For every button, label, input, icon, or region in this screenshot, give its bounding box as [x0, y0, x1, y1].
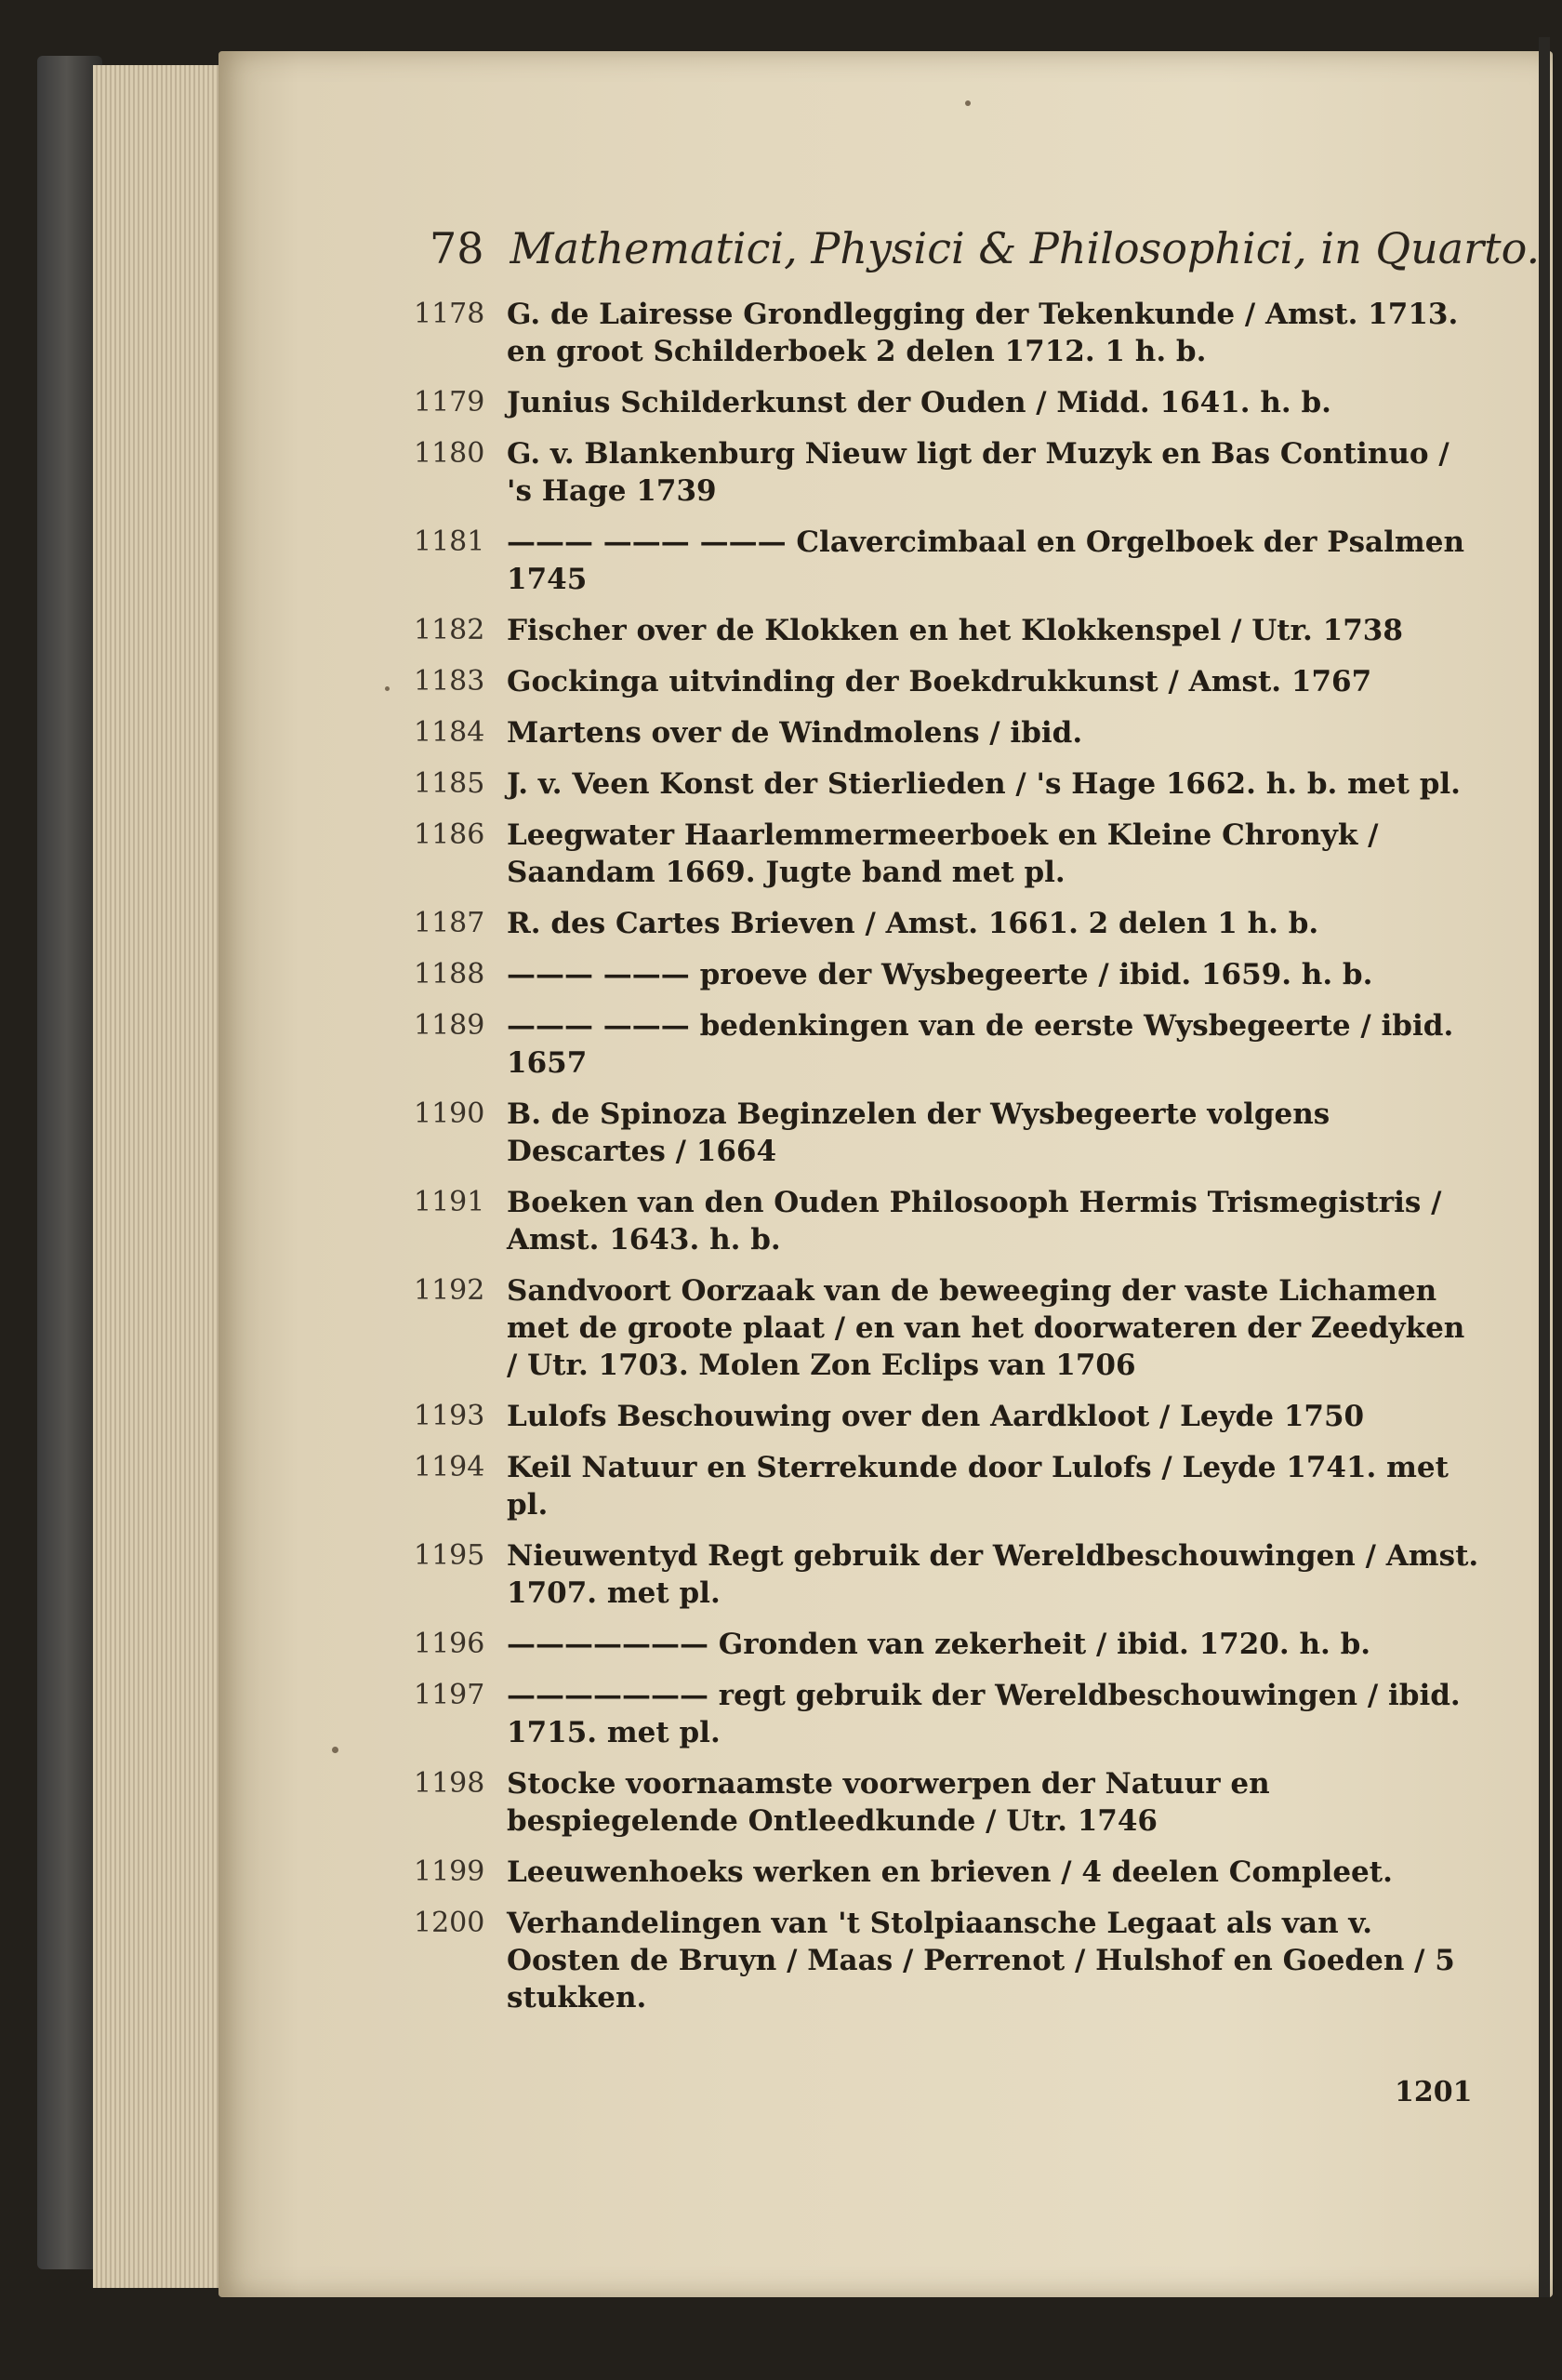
catalogue-entry	[414, 1537, 1483, 1612]
catalogue-entry	[414, 1272, 1483, 1384]
entry-text: Keil Natuur en Sterrekunde door Lulofs / Leyde 1741. met pl.	[507, 1451, 1449, 1522]
catalogue-entry	[414, 1854, 1483, 1891]
entry-text: ——— ——— ——— Clavercimbaal en Orgelboek der Psalmen 1745	[507, 525, 1464, 596]
entry-text: J. v. Veen Konst der Stierlieden / 's Hage 1662. h. b. met pl.	[507, 767, 1461, 801]
catchword: 1201	[1395, 2076, 1473, 2108]
entry-text: Boeken van den Ouden Philosooph Hermis Trismegistris / Amst. 1643. h. b.	[507, 1186, 1442, 1256]
catalogue-entry	[414, 1765, 1483, 1840]
lot-number: 1185	[414, 767, 485, 800]
lot-number: 1183	[414, 665, 485, 698]
entry-text: ——— ——— proeve der Wysbegeerte / ibid. 1659. h. b.	[507, 958, 1373, 991]
lot-number: 1182	[414, 614, 485, 646]
catalogue-entry	[414, 1398, 1483, 1435]
lot-number: 1189	[414, 1009, 485, 1042]
entry-text: B. de Spinoza Beginzelen der Wysbegeerte volgens Descartes / 1664	[507, 1097, 1330, 1168]
catalogue-entry	[414, 384, 1483, 421]
lot-number: 1193	[414, 1400, 485, 1432]
lot-number: 1186	[414, 818, 485, 851]
catalogue-entry	[414, 1007, 1483, 1082]
lot-number: 1188	[414, 958, 485, 991]
catalogue-entry	[414, 1626, 1483, 1663]
entry-text: Martens over de Windmolens / ibid.	[507, 716, 1083, 750]
paper-speck	[965, 100, 971, 106]
catalogue-entry	[414, 1184, 1483, 1258]
running-header	[430, 223, 1541, 273]
entry-text: ——— ——— bedenkingen van de eerste Wysbegeerte / ibid. 1657	[507, 1009, 1454, 1080]
entry-text: G. v. Blankenburg Nieuw ligt der Muzyk en Bas Continuo / 's Hage 1739	[507, 437, 1449, 508]
catalogue-entry	[414, 663, 1483, 700]
catalogue-entry	[414, 1096, 1483, 1170]
entry-text: Stocke voornaamste voorwerpen der Natuur en bespiegelende Ontleedkunde / Utr. 1746	[507, 1767, 1270, 1838]
catalogue-entry	[414, 1677, 1483, 1751]
lot-number: 1179	[414, 386, 485, 419]
paper-speck	[332, 1747, 338, 1753]
lot-number: 1180	[414, 437, 485, 470]
catalogue-entry	[414, 524, 1483, 598]
catalogue-entry	[414, 296, 1483, 370]
entry-text: Gockinga uitvinding der Boekdrukkunst / Amst. 1767	[507, 665, 1372, 698]
entry-text: Junius Schilderkunst der Ouden / Midd. 1641. h. b.	[507, 386, 1331, 419]
entry-text: ——————— regt gebruik der Wereldbeschouwingen / ibid. 1715. met pl.	[507, 1679, 1461, 1749]
lot-number: 1198	[414, 1767, 485, 1800]
lot-number: 1192	[414, 1274, 485, 1307]
catalogue-entry	[414, 817, 1483, 891]
entry-text: ——————— Gronden van zekerheit / ibid. 1720. h. b.	[507, 1628, 1371, 1661]
lot-number: 1181	[414, 525, 485, 558]
lot-number: 1200	[414, 1907, 485, 1939]
lot-number: 1178	[414, 298, 485, 330]
catalogue-entry	[414, 956, 1483, 993]
catalogue-entry	[414, 714, 1483, 751]
running-title: Mathematici, Physici & Philosophici, in Quarto.	[510, 223, 1541, 273]
right-shadow	[1539, 37, 1550, 2297]
lot-number: 1199	[414, 1855, 485, 1888]
catalogue-entry	[414, 765, 1483, 803]
entry-text: Lulofs Beschouwing over den Aardkloot / Leyde 1750	[507, 1400, 1365, 1433]
paper-speck	[385, 686, 390, 691]
entry-text: Sandvoort Oorzaak van de beweeging der vaste Lichamen met de groote plaat / en van het doorwateren der Zeedyken / Utr. 1703. Molen Zon Eclips van 1706	[507, 1274, 1465, 1382]
entry-text: Nieuwentyd Regt gebruik der Wereldbeschouwingen / Amst. 1707. met pl.	[507, 1539, 1479, 1610]
page-number: 78	[430, 223, 484, 273]
entry-text: G. de Lairesse Grondlegging der Tekenkunde / Amst. 1713. en groot Schilderboek 2 delen 1712. 1 h. b.	[507, 298, 1459, 368]
catalogue-entry	[414, 905, 1483, 942]
catalogue-entry	[414, 435, 1483, 510]
lot-number: 1191	[414, 1186, 485, 1218]
lot-number: 1194	[414, 1451, 485, 1483]
entry-text: Leegwater Haarlemmermeerboek en Kleine Chronyk / Saandam 1669. Jugte band met pl.	[507, 818, 1379, 889]
lot-number: 1197	[414, 1679, 485, 1711]
entry-text: R. des Cartes Brieven / Amst. 1661. 2 delen 1 h. b.	[507, 907, 1319, 940]
entry-text: Fischer over de Klokken en het Klokkenspel / Utr. 1738	[507, 614, 1403, 647]
catalogue-entry	[414, 1449, 1483, 1523]
lot-number: 1184	[414, 716, 485, 749]
lot-number: 1187	[414, 907, 485, 939]
catalogue-entry	[414, 612, 1483, 649]
lot-number: 1196	[414, 1628, 485, 1660]
entry-text: Leeuwenhoeks werken en brieven / 4 deelen Compleet.	[507, 1855, 1393, 1889]
entry-text: Verhandelingen van 't Stolpiaansche Legaat als van v. Oosten de Bruyn / Maas / Perrenot / Hulshof en Goeden / 5 stukken.	[507, 1907, 1455, 2014]
catalogue-entries	[414, 296, 1483, 2030]
catalogue-entry	[414, 1905, 1483, 2016]
lot-number: 1190	[414, 1097, 485, 1130]
lot-number: 1195	[414, 1539, 485, 1572]
